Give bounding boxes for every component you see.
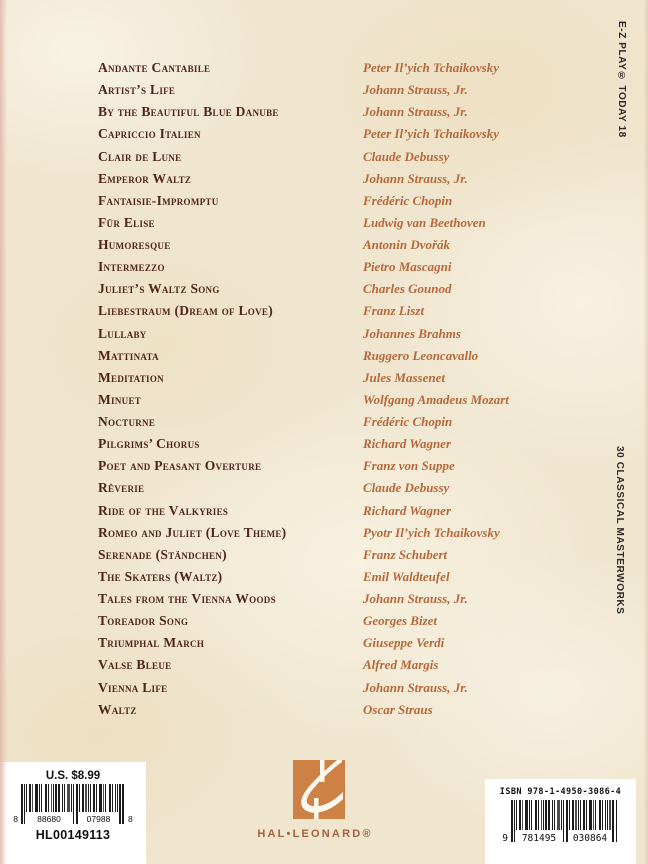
song-composer: Peter Il’yich Tchaikovsky	[363, 60, 499, 76]
list-item	[98, 212, 568, 234]
svg-text:8: 8	[128, 814, 133, 824]
left-edge-scan-artifact	[0, 0, 7, 864]
song-title: Für Elise	[98, 214, 155, 230]
svg-text:8: 8	[13, 814, 18, 824]
list-item	[98, 79, 568, 101]
list-item	[98, 101, 568, 123]
song-title: By the Beautiful Blue Danube	[98, 104, 279, 120]
song-title: Valse Bleue	[98, 657, 172, 673]
song-title: Tales from the Vienna Woods	[98, 591, 276, 607]
svg-text:07988: 07988	[86, 814, 111, 824]
song-title: Waltz	[98, 701, 137, 717]
song-composer: Georges Bizet	[363, 613, 438, 629]
list-item	[98, 654, 568, 676]
song-composer: Johann Strauss, Jr.	[363, 679, 468, 695]
song-title: Vienna Life	[98, 679, 168, 695]
list-item	[98, 610, 568, 632]
right-edge-shadow	[643, 0, 648, 864]
list-item	[98, 278, 568, 300]
song-title: Clair de Lune	[98, 148, 182, 164]
song-title: Toreador Song	[98, 613, 189, 629]
song-composer: Jules Massenet	[363, 369, 445, 385]
song-title: Artist’s Life	[98, 82, 176, 98]
list-item	[98, 677, 568, 699]
hal-leonard-logo-icon	[293, 760, 345, 820]
song-composer: Johann Strauss, Jr.	[363, 104, 468, 120]
song-title: Serenade (Ständchen)	[98, 546, 227, 562]
song-composer: Antonin Dvořák	[363, 237, 451, 253]
list-item	[98, 168, 568, 190]
song-composer: Franz Schubert	[363, 546, 448, 562]
song-composer: Ruggero Leoncavallo	[363, 347, 479, 363]
list-item	[98, 588, 568, 610]
svg-text:781495: 781495	[521, 833, 556, 844]
list-item	[98, 389, 568, 411]
song-composer: Claude Debussy	[363, 148, 450, 164]
list-item	[98, 367, 568, 389]
song-composer: Franz von Suppe	[363, 458, 455, 474]
isbn-number: ISBN 978-1-4950-3086-4	[499, 787, 622, 797]
list-item	[98, 433, 568, 455]
svg-text:88680: 88680	[37, 814, 61, 824]
song-composer: Peter Il’yich Tchaikovsky	[363, 126, 499, 142]
song-composer: Frédéric Chopin	[363, 414, 453, 430]
hal-leonard-wordmark: HAL•LEONARD®	[257, 828, 373, 840]
song-composer: Alfred Margis	[363, 657, 439, 673]
song-composer: Charles Gounod	[363, 281, 452, 297]
list-item	[98, 455, 568, 477]
song-composer: Richard Wagner	[363, 436, 452, 452]
svg-text:030864: 030864	[572, 833, 607, 844]
song-composer: Giuseppe Verdi	[363, 635, 445, 651]
song-composer: Wolfgang Amadeus Mozart	[363, 391, 509, 407]
song-title: Nocturne	[98, 414, 156, 430]
song-composer: Claude Debussy	[363, 480, 450, 496]
svg-text:9: 9	[501, 833, 508, 844]
list-item	[98, 300, 568, 322]
song-composer: Ludwig van Beethoven	[363, 214, 486, 230]
song-title: Meditation	[98, 369, 164, 385]
song-title: Poet and Peasant Overture	[98, 458, 262, 474]
song-composer: Pyotr Il’yich Tchaikovsky	[363, 524, 500, 540]
song-list	[98, 57, 568, 721]
song-title: Juliet’s Waltz Song	[98, 281, 220, 297]
song-composer: Oscar Straus	[363, 701, 433, 717]
song-title: The Skaters (Waltz)	[98, 568, 223, 584]
song-title: Intermezzo	[98, 259, 165, 275]
list-item	[98, 234, 568, 256]
song-title: Fantaisie-Impromptu	[98, 192, 219, 208]
list-item	[98, 632, 568, 654]
song-composer: Franz Liszt	[363, 303, 425, 319]
song-composer: Pietro Mascagni	[363, 259, 452, 275]
song-title: Humoresque	[98, 237, 171, 253]
isbn-barcode	[498, 800, 624, 848]
song-composer: Johann Strauss, Jr.	[363, 591, 468, 607]
list-item	[98, 477, 568, 499]
list-item	[98, 323, 568, 345]
list-item	[98, 411, 568, 433]
song-title: Emperor Waltz	[98, 170, 192, 186]
list-item	[98, 345, 568, 367]
song-title: Pilgrims’ Chorus	[98, 436, 200, 452]
list-item	[98, 256, 568, 278]
list-item	[98, 123, 568, 145]
list-item	[98, 522, 568, 544]
song-title: Triumphal March	[98, 635, 205, 651]
series-label: E-Z PLAY® TODAY 18	[616, 21, 627, 138]
song-title: Andante Cantabile	[98, 60, 211, 76]
song-composer: Johannes Brahms	[363, 325, 461, 341]
song-title: Ride of the Valkyries	[98, 502, 229, 518]
list-item	[98, 699, 568, 721]
list-item	[98, 146, 568, 168]
song-composer: Johann Strauss, Jr.	[363, 82, 468, 98]
upc-barcode	[12, 784, 134, 828]
song-title: Minuet	[98, 391, 142, 407]
song-composer: Frédéric Chopin	[363, 192, 453, 208]
song-title: Capriccio Italien	[98, 126, 201, 142]
song-title: Mattinata	[98, 347, 159, 363]
song-title: Lullaby	[98, 325, 147, 341]
list-item	[98, 57, 568, 79]
price-barcode-panel	[0, 762, 146, 864]
price-label: U.S. $8.99	[45, 770, 101, 782]
song-title: Liebestraum (Dream of Love)	[98, 303, 273, 319]
song-composer: Emil Waldteufel	[363, 568, 450, 584]
collection-label: 30 CLASSICAL MASTERWORKS	[614, 446, 625, 615]
list-item	[98, 566, 568, 588]
list-item	[98, 500, 568, 522]
song-title: Romeo and Juliet (Love Theme)	[98, 524, 287, 540]
song-composer: Richard Wagner	[363, 502, 452, 518]
song-composer: Johann Strauss, Jr.	[363, 170, 468, 186]
list-item	[98, 190, 568, 212]
song-title: Rêverie	[98, 480, 145, 496]
catalog-number: HL00149113	[35, 828, 111, 842]
list-item	[98, 544, 568, 566]
isbn-panel	[485, 779, 636, 864]
